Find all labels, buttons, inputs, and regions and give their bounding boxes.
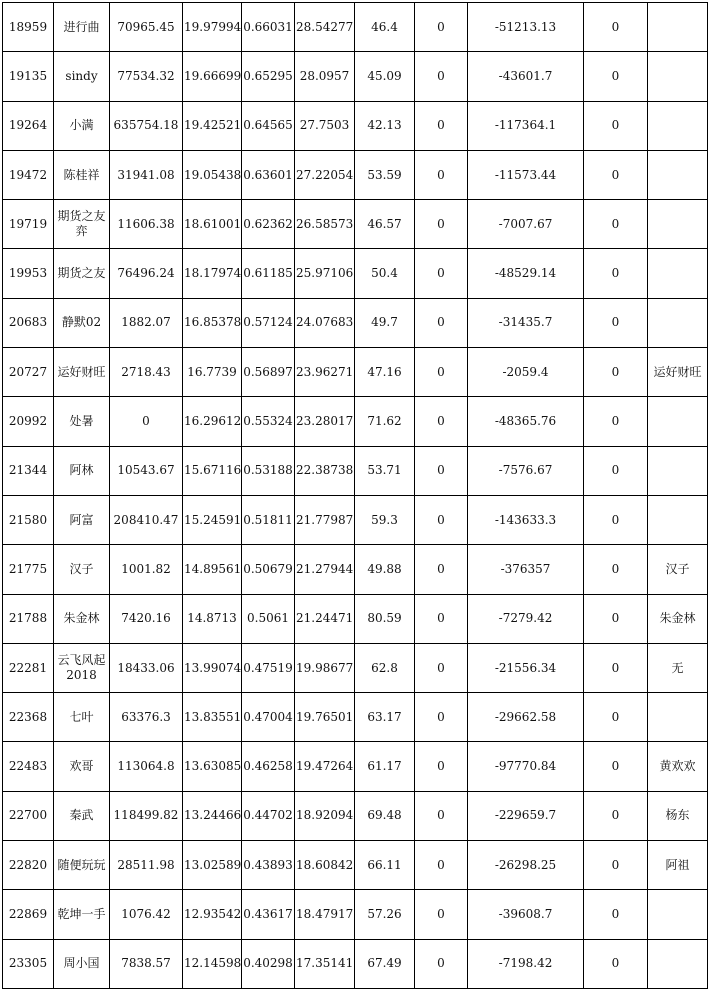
table-row: [3, 101, 708, 150]
profit-cell: -39608.7: [468, 890, 584, 939]
value-c-cell: 21.24471: [295, 594, 355, 643]
value-b-cell: 0.5061: [242, 594, 295, 643]
table-row: [3, 841, 708, 890]
name-cell: 处暑: [54, 397, 110, 446]
value-b-cell: 0.57124: [242, 298, 295, 347]
value-a-cell: 13.63085: [183, 742, 242, 791]
ratio-cell: 80.59: [355, 594, 415, 643]
zero-cell: 0: [415, 791, 468, 840]
value-a-cell: 14.8713: [183, 594, 242, 643]
amount-cell: 76496.24: [110, 249, 183, 298]
ratio-cell: 50.4: [355, 249, 415, 298]
name-cell: 朱金林: [54, 594, 110, 643]
value-b-cell: 0.61185: [242, 249, 295, 298]
value-b-cell: 0.47519: [242, 643, 295, 692]
value-a-cell: 13.24466: [183, 791, 242, 840]
value-c-cell: 19.47264: [295, 742, 355, 791]
zero-cell: 0: [415, 890, 468, 939]
zero-cell: 0: [415, 150, 468, 199]
zero-cell: 0: [415, 841, 468, 890]
name-cell: sindy: [54, 52, 110, 101]
name-cell: 云飞风起2018: [54, 643, 110, 692]
alias-cell: [648, 446, 708, 495]
name-cell: 周小国: [54, 939, 110, 988]
alias-cell: 汉子: [648, 545, 708, 594]
alias-cell: 无: [648, 643, 708, 692]
flag-cell: 0: [584, 101, 648, 150]
name-cell: 运好财旺: [54, 348, 110, 397]
zero-cell: 0: [415, 397, 468, 446]
profit-cell: -7279.42: [468, 594, 584, 643]
alias-cell: [648, 150, 708, 199]
alias-cell: [648, 397, 708, 446]
id-cell: 22700: [3, 791, 54, 840]
value-b-cell: 0.53188: [242, 446, 295, 495]
flag-cell: 0: [584, 52, 648, 101]
alias-cell: [648, 298, 708, 347]
value-a-cell: 12.14598: [183, 939, 242, 988]
value-a-cell: 13.02589: [183, 841, 242, 890]
alias-cell: 阿祖: [648, 841, 708, 890]
amount-cell: 77534.32: [110, 52, 183, 101]
flag-cell: 0: [584, 643, 648, 692]
value-c-cell: 28.54277: [295, 3, 355, 52]
value-a-cell: 14.89561: [183, 545, 242, 594]
ratio-cell: 69.48: [355, 791, 415, 840]
flag-cell: 0: [584, 890, 648, 939]
value-c-cell: 26.58573: [295, 200, 355, 249]
id-cell: 23305: [3, 939, 54, 988]
id-cell: 20992: [3, 397, 54, 446]
table-row: [3, 200, 708, 249]
value-a-cell: 18.17974: [183, 249, 242, 298]
profit-cell: -51213.13: [468, 3, 584, 52]
flag-cell: 0: [584, 545, 648, 594]
value-b-cell: 0.44702: [242, 791, 295, 840]
value-b-cell: 0.62362: [242, 200, 295, 249]
value-a-cell: 19.42521: [183, 101, 242, 150]
ratio-cell: 49.88: [355, 545, 415, 594]
ratio-cell: 61.17: [355, 742, 415, 791]
id-cell: 22869: [3, 890, 54, 939]
amount-cell: 1001.82: [110, 545, 183, 594]
profit-cell: -26298.25: [468, 841, 584, 890]
id-cell: 19953: [3, 249, 54, 298]
table-row: [3, 348, 708, 397]
value-c-cell: 28.0957: [295, 52, 355, 101]
amount-cell: 63376.3: [110, 693, 183, 742]
value-c-cell: 22.38738: [295, 446, 355, 495]
ratio-cell: 46.57: [355, 200, 415, 249]
table-row: [3, 594, 708, 643]
alias-cell: [648, 939, 708, 988]
value-b-cell: 0.56897: [242, 348, 295, 397]
zero-cell: 0: [415, 200, 468, 249]
value-c-cell: 18.60842: [295, 841, 355, 890]
zero-cell: 0: [415, 348, 468, 397]
flag-cell: 0: [584, 841, 648, 890]
value-b-cell: 0.65295: [242, 52, 295, 101]
value-c-cell: 21.77987: [295, 495, 355, 544]
name-cell: 阿林: [54, 446, 110, 495]
alias-cell: 黄欢欢: [648, 742, 708, 791]
table-body: [3, 3, 708, 989]
amount-cell: 10543.67: [110, 446, 183, 495]
alias-cell: 朱金林: [648, 594, 708, 643]
value-c-cell: 17.35141: [295, 939, 355, 988]
amount-cell: 118499.82: [110, 791, 183, 840]
profit-cell: -7198.42: [468, 939, 584, 988]
zero-cell: 0: [415, 52, 468, 101]
name-cell: 静默02: [54, 298, 110, 347]
id-cell: 18959: [3, 3, 54, 52]
profit-cell: -117364.1: [468, 101, 584, 150]
flag-cell: 0: [584, 939, 648, 988]
table-row: [3, 495, 708, 544]
flag-cell: 0: [584, 693, 648, 742]
id-cell: 19264: [3, 101, 54, 150]
zero-cell: 0: [415, 101, 468, 150]
table-row: [3, 298, 708, 347]
alias-cell: [648, 890, 708, 939]
flag-cell: 0: [584, 594, 648, 643]
ratio-cell: 47.16: [355, 348, 415, 397]
profit-cell: -376357: [468, 545, 584, 594]
name-cell: 秦武: [54, 791, 110, 840]
value-c-cell: 19.98677: [295, 643, 355, 692]
profit-cell: -7007.67: [468, 200, 584, 249]
zero-cell: 0: [415, 939, 468, 988]
value-a-cell: 13.83551: [183, 693, 242, 742]
alias-cell: [648, 200, 708, 249]
name-cell: 进行曲: [54, 3, 110, 52]
value-b-cell: 0.63601: [242, 150, 295, 199]
ratio-cell: 71.62: [355, 397, 415, 446]
amount-cell: 11606.38: [110, 200, 183, 249]
id-cell: 21580: [3, 495, 54, 544]
id-cell: 19719: [3, 200, 54, 249]
table-row: [3, 3, 708, 52]
flag-cell: 0: [584, 495, 648, 544]
value-b-cell: 0.46258: [242, 742, 295, 791]
value-a-cell: 19.66699: [183, 52, 242, 101]
id-cell: 19135: [3, 52, 54, 101]
value-b-cell: 0.47004: [242, 693, 295, 742]
alias-cell: [648, 693, 708, 742]
alias-cell: [648, 3, 708, 52]
table-row: [3, 545, 708, 594]
value-c-cell: 23.28017: [295, 397, 355, 446]
table-row: [3, 249, 708, 298]
amount-cell: 113064.8: [110, 742, 183, 791]
profit-cell: -97770.84: [468, 742, 584, 791]
value-b-cell: 0.55324: [242, 397, 295, 446]
flag-cell: 0: [584, 200, 648, 249]
table-row: [3, 890, 708, 939]
zero-cell: 0: [415, 3, 468, 52]
profit-cell: -7576.67: [468, 446, 584, 495]
profit-cell: -48529.14: [468, 249, 584, 298]
zero-cell: 0: [415, 545, 468, 594]
table-row: [3, 742, 708, 791]
value-a-cell: 15.67116: [183, 446, 242, 495]
zero-cell: 0: [415, 693, 468, 742]
alias-cell: 运好财旺: [648, 348, 708, 397]
ratio-cell: 46.4: [355, 3, 415, 52]
table-row: [3, 791, 708, 840]
flag-cell: 0: [584, 150, 648, 199]
amount-cell: 0: [110, 397, 183, 446]
amount-cell: 208410.47: [110, 495, 183, 544]
flag-cell: 0: [584, 397, 648, 446]
value-c-cell: 25.97106: [295, 249, 355, 298]
amount-cell: 635754.18: [110, 101, 183, 150]
value-a-cell: 13.99074: [183, 643, 242, 692]
name-cell: 陈桂祥: [54, 150, 110, 199]
zero-cell: 0: [415, 742, 468, 791]
ratio-cell: 49.7: [355, 298, 415, 347]
flag-cell: 0: [584, 742, 648, 791]
value-a-cell: 16.85378: [183, 298, 242, 347]
ratio-cell: 63.17: [355, 693, 415, 742]
amount-cell: 31941.08: [110, 150, 183, 199]
profit-cell: -229659.7: [468, 791, 584, 840]
id-cell: 22368: [3, 693, 54, 742]
value-a-cell: 19.97994: [183, 3, 242, 52]
zero-cell: 0: [415, 643, 468, 692]
id-cell: 22483: [3, 742, 54, 791]
alias-cell: 杨东: [648, 791, 708, 840]
value-b-cell: 0.64565: [242, 101, 295, 150]
profit-cell: -31435.7: [468, 298, 584, 347]
profit-cell: -11573.44: [468, 150, 584, 199]
name-cell: 随便玩玩: [54, 841, 110, 890]
profit-cell: -48365.76: [468, 397, 584, 446]
name-cell: 欢哥: [54, 742, 110, 791]
value-c-cell: 18.92094: [295, 791, 355, 840]
amount-cell: 70965.45: [110, 3, 183, 52]
value-a-cell: 15.24591: [183, 495, 242, 544]
zero-cell: 0: [415, 446, 468, 495]
name-cell: 阿富: [54, 495, 110, 544]
value-c-cell: 23.96271: [295, 348, 355, 397]
id-cell: 20727: [3, 348, 54, 397]
name-cell: 七叶: [54, 693, 110, 742]
value-b-cell: 0.50679: [242, 545, 295, 594]
name-cell: 小满: [54, 101, 110, 150]
table-row: [3, 693, 708, 742]
ratio-cell: 57.26: [355, 890, 415, 939]
name-cell: 期货之友: [54, 249, 110, 298]
profit-cell: -29662.58: [468, 693, 584, 742]
flag-cell: 0: [584, 3, 648, 52]
amount-cell: 7420.16: [110, 594, 183, 643]
table-row: [3, 939, 708, 988]
id-cell: 22281: [3, 643, 54, 692]
ranking-table: [2, 2, 708, 989]
flag-cell: 0: [584, 348, 648, 397]
table-row: [3, 52, 708, 101]
profit-cell: -43601.7: [468, 52, 584, 101]
value-b-cell: 0.43617: [242, 890, 295, 939]
value-b-cell: 0.40298: [242, 939, 295, 988]
value-c-cell: 19.76501: [295, 693, 355, 742]
amount-cell: 18433.06: [110, 643, 183, 692]
alias-cell: [648, 249, 708, 298]
ratio-cell: 66.11: [355, 841, 415, 890]
id-cell: 21788: [3, 594, 54, 643]
ratio-cell: 59.3: [355, 495, 415, 544]
alias-cell: [648, 52, 708, 101]
id-cell: 22820: [3, 841, 54, 890]
table-row: [3, 643, 708, 692]
flag-cell: 0: [584, 249, 648, 298]
id-cell: 21344: [3, 446, 54, 495]
value-c-cell: 21.27944: [295, 545, 355, 594]
value-c-cell: 18.47917: [295, 890, 355, 939]
id-cell: 19472: [3, 150, 54, 199]
zero-cell: 0: [415, 594, 468, 643]
value-a-cell: 18.61001: [183, 200, 242, 249]
table-row: [3, 397, 708, 446]
profit-cell: -21556.34: [468, 643, 584, 692]
zero-cell: 0: [415, 495, 468, 544]
value-a-cell: 16.7739: [183, 348, 242, 397]
value-a-cell: 12.93542: [183, 890, 242, 939]
ratio-cell: 53.59: [355, 150, 415, 199]
value-a-cell: 16.29612: [183, 397, 242, 446]
value-c-cell: 27.22054: [295, 150, 355, 199]
value-b-cell: 0.66031: [242, 3, 295, 52]
alias-cell: [648, 495, 708, 544]
amount-cell: 1076.42: [110, 890, 183, 939]
profit-cell: -2059.4: [468, 348, 584, 397]
ratio-cell: 67.49: [355, 939, 415, 988]
flag-cell: 0: [584, 298, 648, 347]
ratio-cell: 42.13: [355, 101, 415, 150]
flag-cell: 0: [584, 446, 648, 495]
id-cell: 21775: [3, 545, 54, 594]
zero-cell: 0: [415, 298, 468, 347]
value-c-cell: 24.07683: [295, 298, 355, 347]
name-cell: 汉子: [54, 545, 110, 594]
ratio-cell: 62.8: [355, 643, 415, 692]
ratio-cell: 45.09: [355, 52, 415, 101]
id-cell: 20683: [3, 298, 54, 347]
value-a-cell: 19.05438: [183, 150, 242, 199]
zero-cell: 0: [415, 249, 468, 298]
amount-cell: 7838.57: [110, 939, 183, 988]
ratio-cell: 53.71: [355, 446, 415, 495]
value-b-cell: 0.51811: [242, 495, 295, 544]
value-c-cell: 27.7503: [295, 101, 355, 150]
flag-cell: 0: [584, 791, 648, 840]
table-row: [3, 150, 708, 199]
name-cell: 乾坤一手: [54, 890, 110, 939]
profit-cell: -143633.3: [468, 495, 584, 544]
amount-cell: 28511.98: [110, 841, 183, 890]
value-b-cell: 0.43893: [242, 841, 295, 890]
table-row: [3, 446, 708, 495]
alias-cell: [648, 101, 708, 150]
name-cell: 期货之友弈: [54, 200, 110, 249]
amount-cell: 1882.07: [110, 298, 183, 347]
amount-cell: 2718.43: [110, 348, 183, 397]
